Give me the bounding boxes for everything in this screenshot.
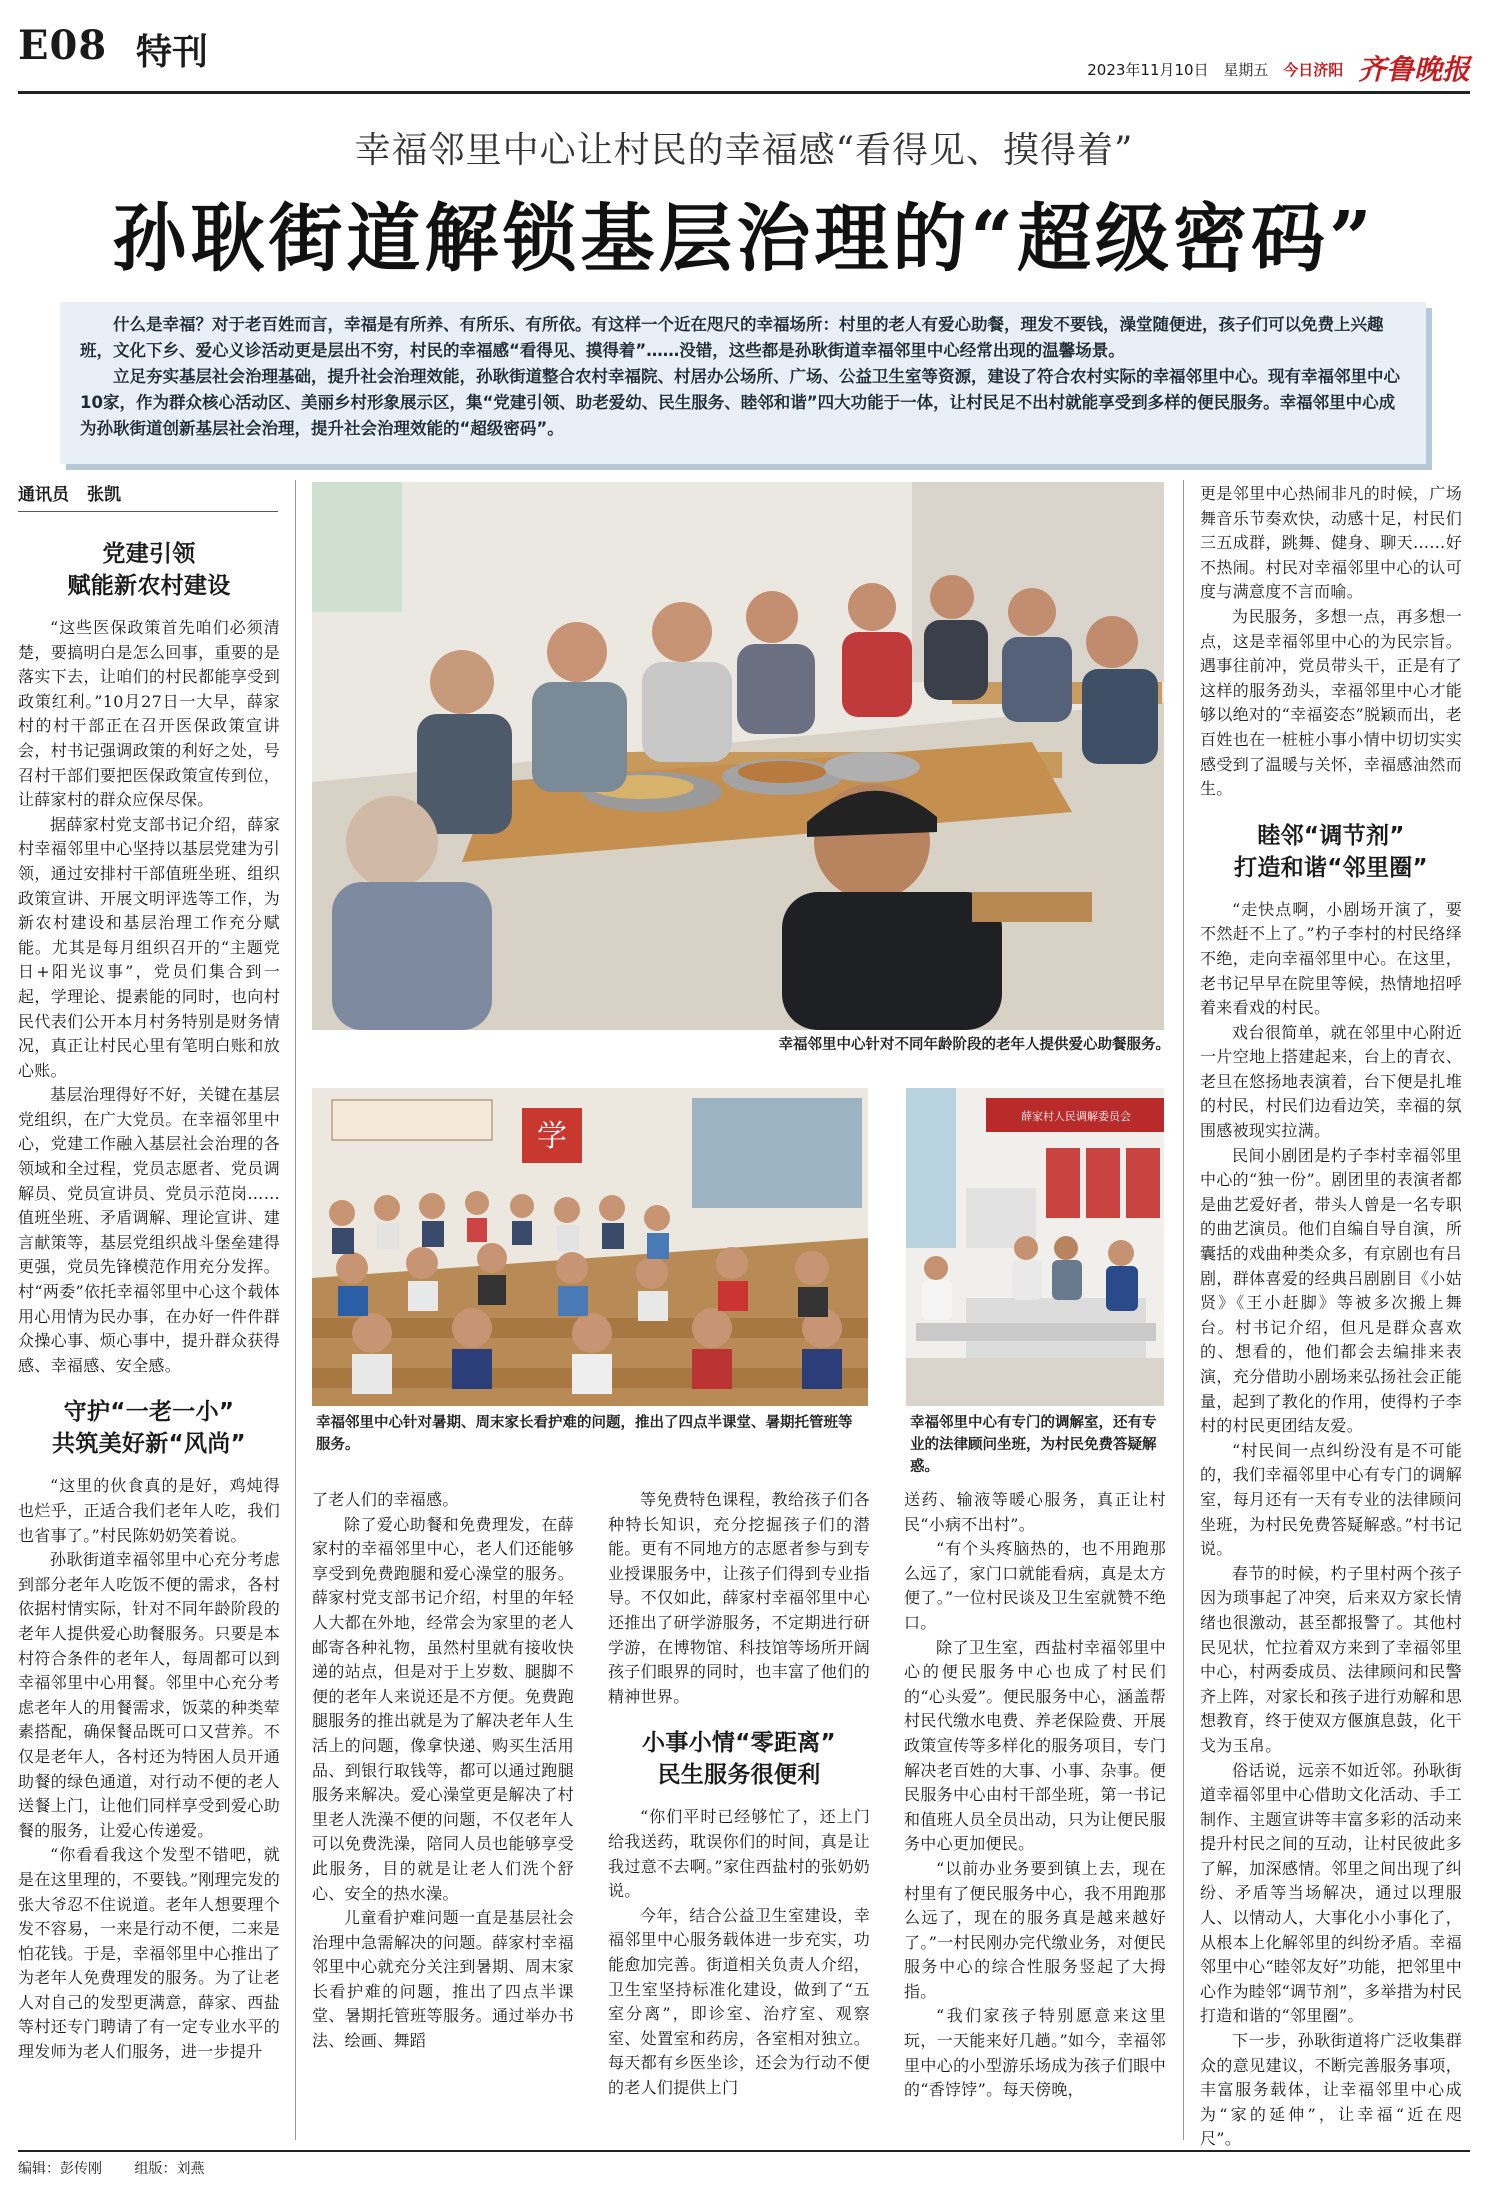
- byline-name: 张凯: [87, 485, 121, 505]
- paragraph: 下一步，孙耿街道将广泛收集群众的意见建议，不断完善服务事项，丰富服务载体，让幸福邻里中心成为“家的延伸”，让幸福“近在咫尺”。: [1200, 2031, 1462, 2149]
- paragraph: “以前办业务要到镇上去，现在村里有了便民服务中心，我不用跑那么远了，现在的服务真是越来越好了。”一村民刚办完代缴业务，对便民服务中心的综合性服务竖起了大拇指。: [904, 1858, 1166, 2001]
- column-4: [904, 1488, 1166, 2103]
- column-2: [312, 1488, 574, 2054]
- heading-line: 小事小情“零距离”: [642, 1730, 836, 1757]
- heading-line: 守护“一老一小”: [63, 1399, 235, 1426]
- photo-elderly-dining: [312, 482, 1164, 1030]
- article-subtitle: 幸福邻里中心让村民的幸福感“看得见、摸得着”: [354, 130, 1134, 171]
- paragraph: 今年，结合公益卫生室建设，幸福邻里中心服务载体进一步充实，功能愈加完善。街道相关负责人介绍，卫生室坚持标准化建设，做到了“五室分离”，即诊室、治疗室、观察室、处置室和药房，各室相对独立。每天都有乡医坐诊，还会为行动不便的老人们提供上门: [608, 1905, 870, 2097]
- heading-line: 民生服务很便利: [657, 1762, 821, 1789]
- section-heading-services: [608, 1727, 870, 1791]
- paragraph: 更是邻里中心热闹非凡的时候，广场舞音乐节奏欢快，动感十足，村民们三五成群，跳舞、健身、聊天……好不热闹。村民对幸福邻里中心的认可度与满意度不言而喻。: [1200, 484, 1462, 602]
- paragraph: “这些医保政策首先咱们必须清楚，要搞明白是怎么回事，重要的是落实下去，让咱们的村民都能享受到政策红利。”10月27日一大早，薛家村的村干部正在召开医保政策宣讲会，村书记强调政策的利好之处，号召村干部们要把医保政策宣传到位，让薛家村的群众应保尽保。: [18, 618, 280, 810]
- paragraph: 据薛家村党支部书记介绍，薛家村幸福邻里中心坚持以基层党建为引领，通过安排村干部值班坐班、组织政策宣讲、开展文明评选等工作，为新农村建设和基层治理工作充分赋能。尤其是每月组织召开的“主题党日+阳光议事”，党员们集合到一起，学理论、提素能的同时，也向村民代表们公开本月村务特别是财务情况，真正让村民心里有笔明白账和放心账。: [18, 814, 280, 1080]
- paragraph: 为民服务，多想一点，再多想一点，这是幸福邻里中心的为民宗旨。遇事往前冲，党员带头干，正是有了这样的服务劲头，幸福邻里中心才能够以绝对的“幸福姿态”脱颖而出，老百姓也在一桩桩小事小情中切切实实感受到了温暖与关怀，幸福感油然而生。: [1200, 606, 1462, 799]
- photo-classroom: [312, 1088, 868, 1406]
- section-heading-party: [18, 538, 280, 602]
- paragraph: “走快点啊，小剧场开演了，要不然赶不上了。”杓子李村的村民络绎不绝，走向幸福邻里中心。在这里，老书记早早在院里等候，热情地招呼着来看戏的村民。: [1200, 899, 1462, 1018]
- paragraph: 了老人们的幸福感。: [312, 1490, 459, 1509]
- paragraph: “你们平时已经够忙了，还上门给我送药，耽误你们的时间，真是让我过意不去啊。”家住西盐村的张奶奶说。: [608, 1807, 870, 1901]
- page-header: [18, 14, 1470, 94]
- lead-paragraph: 什么是幸福？对于老百姓而言，幸福是有所养、有所乐、有所依。有这样一个近在咫尺的幸福场所：村里的老人有爱心助餐，理发不要钱，澡堂随便进，孩子们可以免费上兴趣班，文化下乡、爱心义诊活动更是层出不穷，村民的幸福感“看得见、摸得着”……没错，这些都是孙耿街道幸福邻里中心经常出现的温馨场景。: [80, 315, 1384, 360]
- paragraph: 俗话说，远亲不如近邻。孙耿街道幸福邻里中心借助文化活动、手工制作、主题宣讲等丰富多彩的活动来提升村民之间的互动，让村民彼此多了解，加深感情。邻里之间出现了纠纷、矛盾等当场解决，通过以理服人、以情动人，大事化小小事化了，从根本上化解邻里的纠纷矛盾。幸福邻里中心“睦邻友好”功能，把邻里中心作为睦邻“调节剂”，多举措为村民打造和谐的“邻里圈”。: [1200, 1760, 1462, 2026]
- heading-line: 睦邻“调节剂”: [1257, 822, 1405, 849]
- classroom-photo-illustration: [312, 1088, 868, 1406]
- paragraph: “这里的伙食真的是好，鸡炖得也烂乎，正适合我们老年人吃，我们也省事了。”村民陈奶奶笑着说。: [18, 1476, 280, 1545]
- section-name: 特刊: [136, 31, 209, 73]
- heading-line: 共筑美好新“风尚”: [52, 1431, 246, 1458]
- page-footer: [18, 2150, 1470, 2178]
- layout-credit: 组版：刘燕: [134, 2161, 205, 2177]
- heading-line: 打造和谐“邻里圈”: [1234, 854, 1428, 881]
- column-divider: [1183, 480, 1184, 2140]
- heading-line: 赋能新农村建设: [67, 573, 231, 599]
- mediation-photo-illustration: [906, 1088, 1164, 1406]
- section-heading-neighborhood: [1200, 820, 1462, 884]
- section-heading-elderly-children: [18, 1396, 280, 1460]
- paragraph: 孙耿街道幸福邻里中心充分考虑到部分老年人吃饭不便的需求，各村依据村情实际，针对不同年龄阶段的老年人提供爱心助餐服务。只要是本村符合条件的老年人，每周都可以到幸福邻里中心用餐。邻里中心充分考虑老年人的用餐需求，饭菜的种类荤素搭配，确保餐品既可口又营养。不仅是老年人，各村还为特困人员开通助餐的绿色通道，对行动不便的老人送餐上门，让他们同样享受到爱心助餐的服务，让爱心传递爱。: [18, 1550, 280, 1840]
- newspaper-logo: 齐鲁晚报: [1357, 53, 1470, 86]
- lead-paragraph: 立足夯实基层社会治理基础，提升社会治理效能，孙耿街道整合农村幸福院、村居办公场所、广场、公益卫生室等资源，建设了符合农村实际的幸福邻里中心。现有幸福邻里中心10家，作为群众核心活动区、美丽乡村形象展示区，集“党建引领、助老爱幼、民生服务、睦邻和谐”四大功能于一体，让村民足不出村就能享受到多样的便民服务。幸福邻里中心成为孙耿街道创新基层社会治理，提升社会治理效能的“超级密码”。: [80, 367, 1400, 438]
- paragraph: “你看看我这个发型不错吧，就是在这里理的，不要钱。”刚理完发的张大爷忍不住说道。老年人想要理个发不容易，一来是行动不便，二来是怕花钱。于是，幸福邻里中心推出了为老年人免费理发的服务。为了让老人对自己的发型更满意，薛家、西盐等村还专门聘请了有一定专业水平的理发师为老人们服务，进一步提升: [18, 1845, 280, 2062]
- paragraph: 送药、输液等暖心服务，真正让村民“小病不出村”。: [904, 1490, 1166, 1534]
- editor-credit: 编辑：彭传刚: [18, 2161, 102, 2177]
- caption-mediation: 幸福邻里中心有专门的调解室，还有专业的法律顾问坐班，为村民免费答疑解惑。: [910, 1415, 1157, 1475]
- byline: [18, 480, 278, 512]
- column-1: [18, 520, 280, 2065]
- column-divider: [295, 480, 296, 2140]
- photo-mediation-room: [906, 1088, 1164, 1406]
- column-3: [608, 1488, 870, 2100]
- paragraph: 春节的时候，杓子里村两个孩子因为琐事起了冲突，后来双方家长情绪也很激动，甚至都报警了。其他村民见状，忙拉着双方来到了幸福邻里中心，村两委成员、法律顾问和民警齐上阵，对家长和孩子进行劝解和思想教育，终于使双方偃旗息鼓，化干戈为玉帛。: [1200, 1563, 1462, 1755]
- caption-classroom: 幸福邻里中心针对暑期、周末家长看护难的问题，推出了四点半课堂、暑期托管班等服务。: [316, 1415, 853, 1453]
- byline-label: 通讯员: [18, 485, 69, 505]
- paragraph: “有个头疼脑热的，也不用跑那么远了，家门口就能看病，真是太方便了。”一位村民谈及卫生室就赞不绝口。: [904, 1539, 1166, 1632]
- paragraph: “我们家孩子特别愿意来这里玩，一天能来好几趟。”如今，幸福邻里中心的小型游乐场成为孩子们眼中的“香饽饽”。每天傍晚，: [904, 2006, 1166, 2100]
- heading-line: 党建引领: [102, 541, 196, 567]
- paragraph: 除了爱心助餐和免费理发，在薛家村的幸福邻里中心，老人们还能够享受到免费跑腿和爱心澡堂的服务。薛家村党支部书记介绍，村里的年轻人大都在外地，经常会为家里的老人邮寄各种礼物，虽然村里就有接收快递的站点，但是对于上岁数、腿脚不便的老年人来说还是不方便。免费跑腿服务的推出就是为了解决老年人生活上的问题，像拿快递、购买生活用品、到银行取钱等，都可以通过跑腿服务来解决。爱心澡堂更是解决了村里老人洗澡不便的问题，不仅老年人可以免费洗澡，陪同人员也能够享受此服务，目的就是让老人们洗个舒心、安全的热水澡。: [312, 1514, 574, 1903]
- paragraph: 戏台很简单，就在邻里中心附近一片空地上搭建起来，台上的青衣、老旦在悠扬地表演着，台下便是扎堆的村民，村民们边看边笑，幸福的氛围感被现实拉满。: [1200, 1022, 1462, 1141]
- board-text: 薛家村人民调解委员会: [1021, 1110, 1131, 1123]
- paragraph: “村民间一点纠纷没有是不可能的，我们幸福邻里中心有专门的调解室，每月还有一天有专业的法律顾问坐班，为村民免费答疑解惑。”村书记说。: [1200, 1440, 1462, 1559]
- issue-weekday: 星期五: [1223, 61, 1269, 79]
- paragraph: 民间小剧团是杓子李村幸福邻里中心的“独一份”。剧团里的表演者都是曲艺爱好者，带头人曾是一名专职的曲艺演员。他们自编自导自演，所囊括的戏曲种类众多，有京剧也有吕剧，群体喜爱的经典吕剧剧目《小姑贤》《王小赶脚》等被多次搬上舞台。村书记介绍，但凡是群众喜欢的、想看的，他们都会去编排来表演，充分借助小剧场来弘扬社会正能量，起到了教化的作用，使得杓子李村的村民更团结友爱。: [1200, 1145, 1462, 1436]
- article-title: 孙耿街道解锁基层治理的“超级密码”: [112, 196, 1376, 282]
- column-5: [1200, 482, 1462, 2152]
- wall-character: 学: [537, 1119, 567, 1154]
- paragraph: 除了卫生室，西盐村幸福邻里中心的便民服务中心也成了村民们的“心头爱”。便民服务中心，涵盖帮村民代缴水电费、养老保险费、开展政策宣传等多样化的服务项目，专门解决老百姓的大事、小事、杂事。便民服务中心由村干部坐班，第一书记和值班人员全员出动，只为让便民服务中心更加便民。: [904, 1637, 1166, 1854]
- paragraph: 儿童看护难问题一直是基层社会治理中急需解决的问题。薛家村幸福邻里中心就充分关注到暑期、周末家长看护难的问题，推出了四点半课堂、暑期托管班等服务。通过举办书法、绘画、舞蹈: [312, 1908, 574, 2051]
- paragraph: 基层治理得好不好，关键在基层党组织，在广大党员。在幸福邻里中心，党建工作融入基层社会治理的各领域和全过程，党员志愿者、党员调解员、党员宣讲员、党员示范岗……值班坐班、矛盾调解、理论宣讲、建言献策等，基层党组织战斗堡垒建得更强，党员先锋模范作用充分发挥。村“两委”依托幸福邻里中心这个载体用心用情为民办事，在办好一件件群众操心事、烦心事中，提升群众获得感、幸福感、安全感。: [18, 1085, 280, 1375]
- dining-photo-illustration: [312, 482, 1164, 1030]
- paragraph: 等免费特色课程，教给孩子们各种特长知识，充分挖掘孩子们的潜能。更有不同地方的志愿者参与到专业授课服务中，让孩子们得到专业指导。不仅如此，薛家村幸福邻里中心还推出了研学游服务，不定期进行研学游，在博物馆、科技馆等场所开阔孩子们眼界的同时，也丰富了他们的精神世界。: [608, 1490, 870, 1706]
- page-number: E08: [18, 22, 108, 69]
- caption-dining: 幸福邻里中心针对不同年龄阶段的老年人提供爱心助餐服务。: [778, 1037, 1170, 1053]
- edition-name: 今日济阳: [1283, 61, 1344, 79]
- issue-date: 2023年11月10日: [1087, 61, 1209, 79]
- header-meta: [1077, 48, 1470, 88]
- lead-box: [60, 302, 1426, 464]
